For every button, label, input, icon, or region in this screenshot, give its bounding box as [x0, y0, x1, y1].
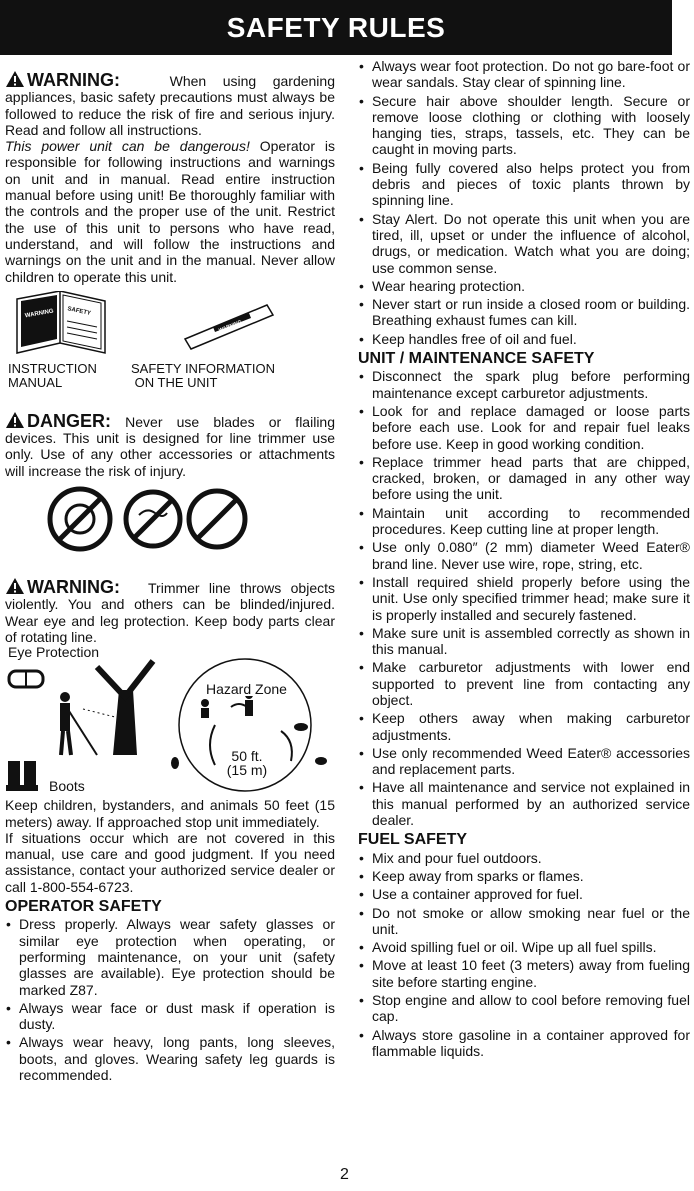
manual-decal-illustration	[5, 291, 335, 363]
goggles-icon	[9, 671, 43, 687]
no-blade-icon-3	[189, 491, 245, 547]
list-item: • Dress properly. Always wear safety glasses or similar eye protection when operating, or performing maintenance, on your unit (safety glasses are available). Eye protection should be marked Z87.	[5, 916, 335, 997]
svg-text:WARNING: WARNING	[218, 319, 243, 334]
no-blades-illustration	[5, 485, 335, 555]
blade-prohibition-figure	[5, 485, 335, 555]
list-item: • Make carburetor adjustments with lower end supported to prevent line from contacting any object.	[358, 659, 690, 708]
list-item: • Always store gasoline in a container approved for flammable liquids.	[358, 1027, 690, 1060]
warning-triangle-icon	[5, 70, 25, 88]
page-number: 2	[340, 1166, 349, 1183]
list-item: • Mix and pour fuel outdoors.	[358, 850, 690, 866]
list-item: • Keep away from sparks or flames.	[358, 868, 690, 884]
no-blade-icon-2	[126, 492, 180, 546]
keep-children-paragraph: Keep children, bystanders, and animals 50 feet (15 meters) away. If approached stop unit immediately.	[5, 797, 335, 830]
operator-safety-list	[5, 916, 335, 1083]
warning-triangle-icon-2	[5, 577, 25, 595]
list-item: • Move at least 10 feet (3 meters) away from fueling site before starting engine.	[358, 957, 690, 990]
list-item: • Use only 0.080″ (2 mm) diameter Weed Eater® brand line. Never use wire, rope, string, etc.	[358, 539, 690, 572]
dangerous-italic: This power unit can be dangerous!	[5, 138, 250, 155]
svg-text:SAFETY: SAFETY	[66, 306, 92, 317]
hazard-zone-label: Hazard Zone	[206, 681, 287, 698]
operator-icon	[60, 692, 97, 755]
warning-label-2: WARNING:	[27, 577, 120, 598]
list-item: • Never start or run inside a closed room or building. Breathing exhaust fumes can kill.	[358, 296, 690, 329]
list-item: • Make sure unit is assembled correctly as shown in this manual.	[358, 625, 690, 658]
hazard-zone-figure	[5, 645, 335, 795]
eye-protection-label: Eye Protection	[8, 644, 100, 661]
danger-text: Never use blades or flailing devices. This unit is designed for line trimmer use only. Use of any other accessories or attachments will increase the risk of injury.	[5, 413, 335, 479]
warning-label: WARNING:	[27, 70, 120, 90]
no-blade-icon-1	[50, 489, 110, 549]
left-column	[5, 58, 335, 1085]
danger-block	[5, 411, 335, 479]
list-item: • Keep handles free of oil and fuel.	[358, 331, 690, 347]
warning-paragraph-2	[5, 138, 335, 285]
operator-safety-heading: OPERATOR SAFETY	[5, 898, 162, 916]
list-item: • Stop engine and allow to cool before removing fuel cap.	[358, 992, 690, 1025]
distance-label: 50 ft. (15 m)	[219, 749, 275, 777]
warning-block-1	[5, 70, 335, 138]
list-item: • Always wear foot protection. Do not go bare-foot or wear sandals. Stay clear of spinning line.	[358, 58, 690, 91]
list-item: • Stay Alert. Do not operate this unit when you are tired, ill, upset or under the influence of alcohol, drugs, or medication. Watch what you are doing; use common sense.	[358, 211, 690, 276]
list-item: • Always wear face or dust mask if operation is dusty.	[5, 1000, 335, 1033]
list-item: • Avoid spilling fuel or oil. Wipe up all fuel spills.	[358, 939, 690, 955]
list-item: • Look for and replace damaged or loose parts before each use. Look for and repair fuel leaks before use. Keep in good working condition.	[358, 403, 690, 452]
list-item: • Replace trimmer head parts that are chipped, cracked, broken, or damaged in any other way before using the unit.	[358, 454, 690, 503]
maintenance-safety-list	[358, 368, 690, 828]
list-item: • Do not smoke or allow smoking near fuel or the unit.	[358, 905, 690, 938]
boots-icon	[6, 761, 38, 791]
warning-block-2	[5, 577, 335, 645]
warning-text-2: Operator is responsible for following instructions and warnings on unit and in manual. Read entire instruction manual before using unit! Be thoroughly familiar with the controls and the proper use of the unit. Restrict the use of this unit to persons who have read, understand, and will follow the instructions and warnings on the unit and in the manual. Never allow children to operate this unit.	[5, 138, 336, 285]
list-item: • Use only recommended Weed Eater® accessories and replacement parts.	[358, 745, 690, 778]
list-item: • Being fully covered also helps protect you from debris and pieces of toxic plants thrown by spinning line.	[358, 160, 690, 209]
fuel-safety-heading: FUEL SAFETY	[358, 831, 468, 849]
list-item: • Have all maintenance and service not explained in this manual performed by an authorized service dealer.	[358, 779, 690, 828]
decal-caption: SAFETY INFORMATION ON THE UNIT	[131, 360, 275, 390]
boots-label: Boots	[49, 778, 85, 795]
list-item: • Use a container approved for fuel.	[358, 886, 690, 902]
instruction-manual-icon	[17, 291, 105, 353]
danger-label: DANGER:	[27, 410, 111, 431]
right-column	[358, 58, 690, 1061]
list-item: • Install required shield properly before using the unit. Use only specified trimmer head; make sure it is properly installed and securely fastened.	[358, 574, 690, 623]
fuel-safety-list	[358, 850, 690, 1060]
danger-triangle-icon	[5, 411, 25, 429]
list-item: • Wear hearing protection.	[358, 278, 690, 294]
list-item: • Secure hair above shoulder length. Secure or remove loose clothing or clothing with loosely hanging ties, straps, tassels, etc. They can be caught in moving parts.	[358, 93, 690, 158]
situations-paragraph: If situations occur which are not covered in this manual, use care and good judgment. If you need assistance, contact your authorized service dealer or call 1-800-554-6723.	[5, 829, 335, 895]
safety-decal-icon	[185, 305, 273, 349]
svg-text:WARNING: WARNING	[24, 308, 55, 320]
operator-safety-list-continued	[358, 58, 690, 347]
hazard-zone-illustration	[5, 645, 335, 795]
tree-icon	[97, 661, 153, 755]
list-item: • Always wear heavy, long pants, long sleeves, boots, and gloves. Wearing safety leg guards is recommended.	[5, 1034, 335, 1083]
page-title: SAFETY RULES	[226, 11, 446, 43]
warning-text: When using gardening appliances, basic safety precautions must always be followed to reduce the risk of fire and serious injury. Read and follow all instructions.	[5, 73, 335, 138]
manual-figure	[5, 291, 335, 391]
list-item: • Keep others away when making carburetor adjustments.	[358, 710, 690, 743]
list-item: • Disconnect the spark plug before performing maintenance except carburetor adjustments.	[358, 368, 690, 401]
warning-text-2: Trimmer line throws objects violently. You and others can be blinded/injured. Wear eye and leg protection. Keep body parts clear of rotating line.	[5, 580, 335, 645]
manual-caption: INSTRUCTION MANUAL	[8, 360, 97, 390]
page-banner	[0, 0, 672, 55]
list-item: • Maintain unit according to recommended procedures. Keep cutting line at proper length.	[358, 505, 690, 538]
maintenance-safety-heading: UNIT / MAINTENANCE SAFETY	[358, 350, 595, 368]
